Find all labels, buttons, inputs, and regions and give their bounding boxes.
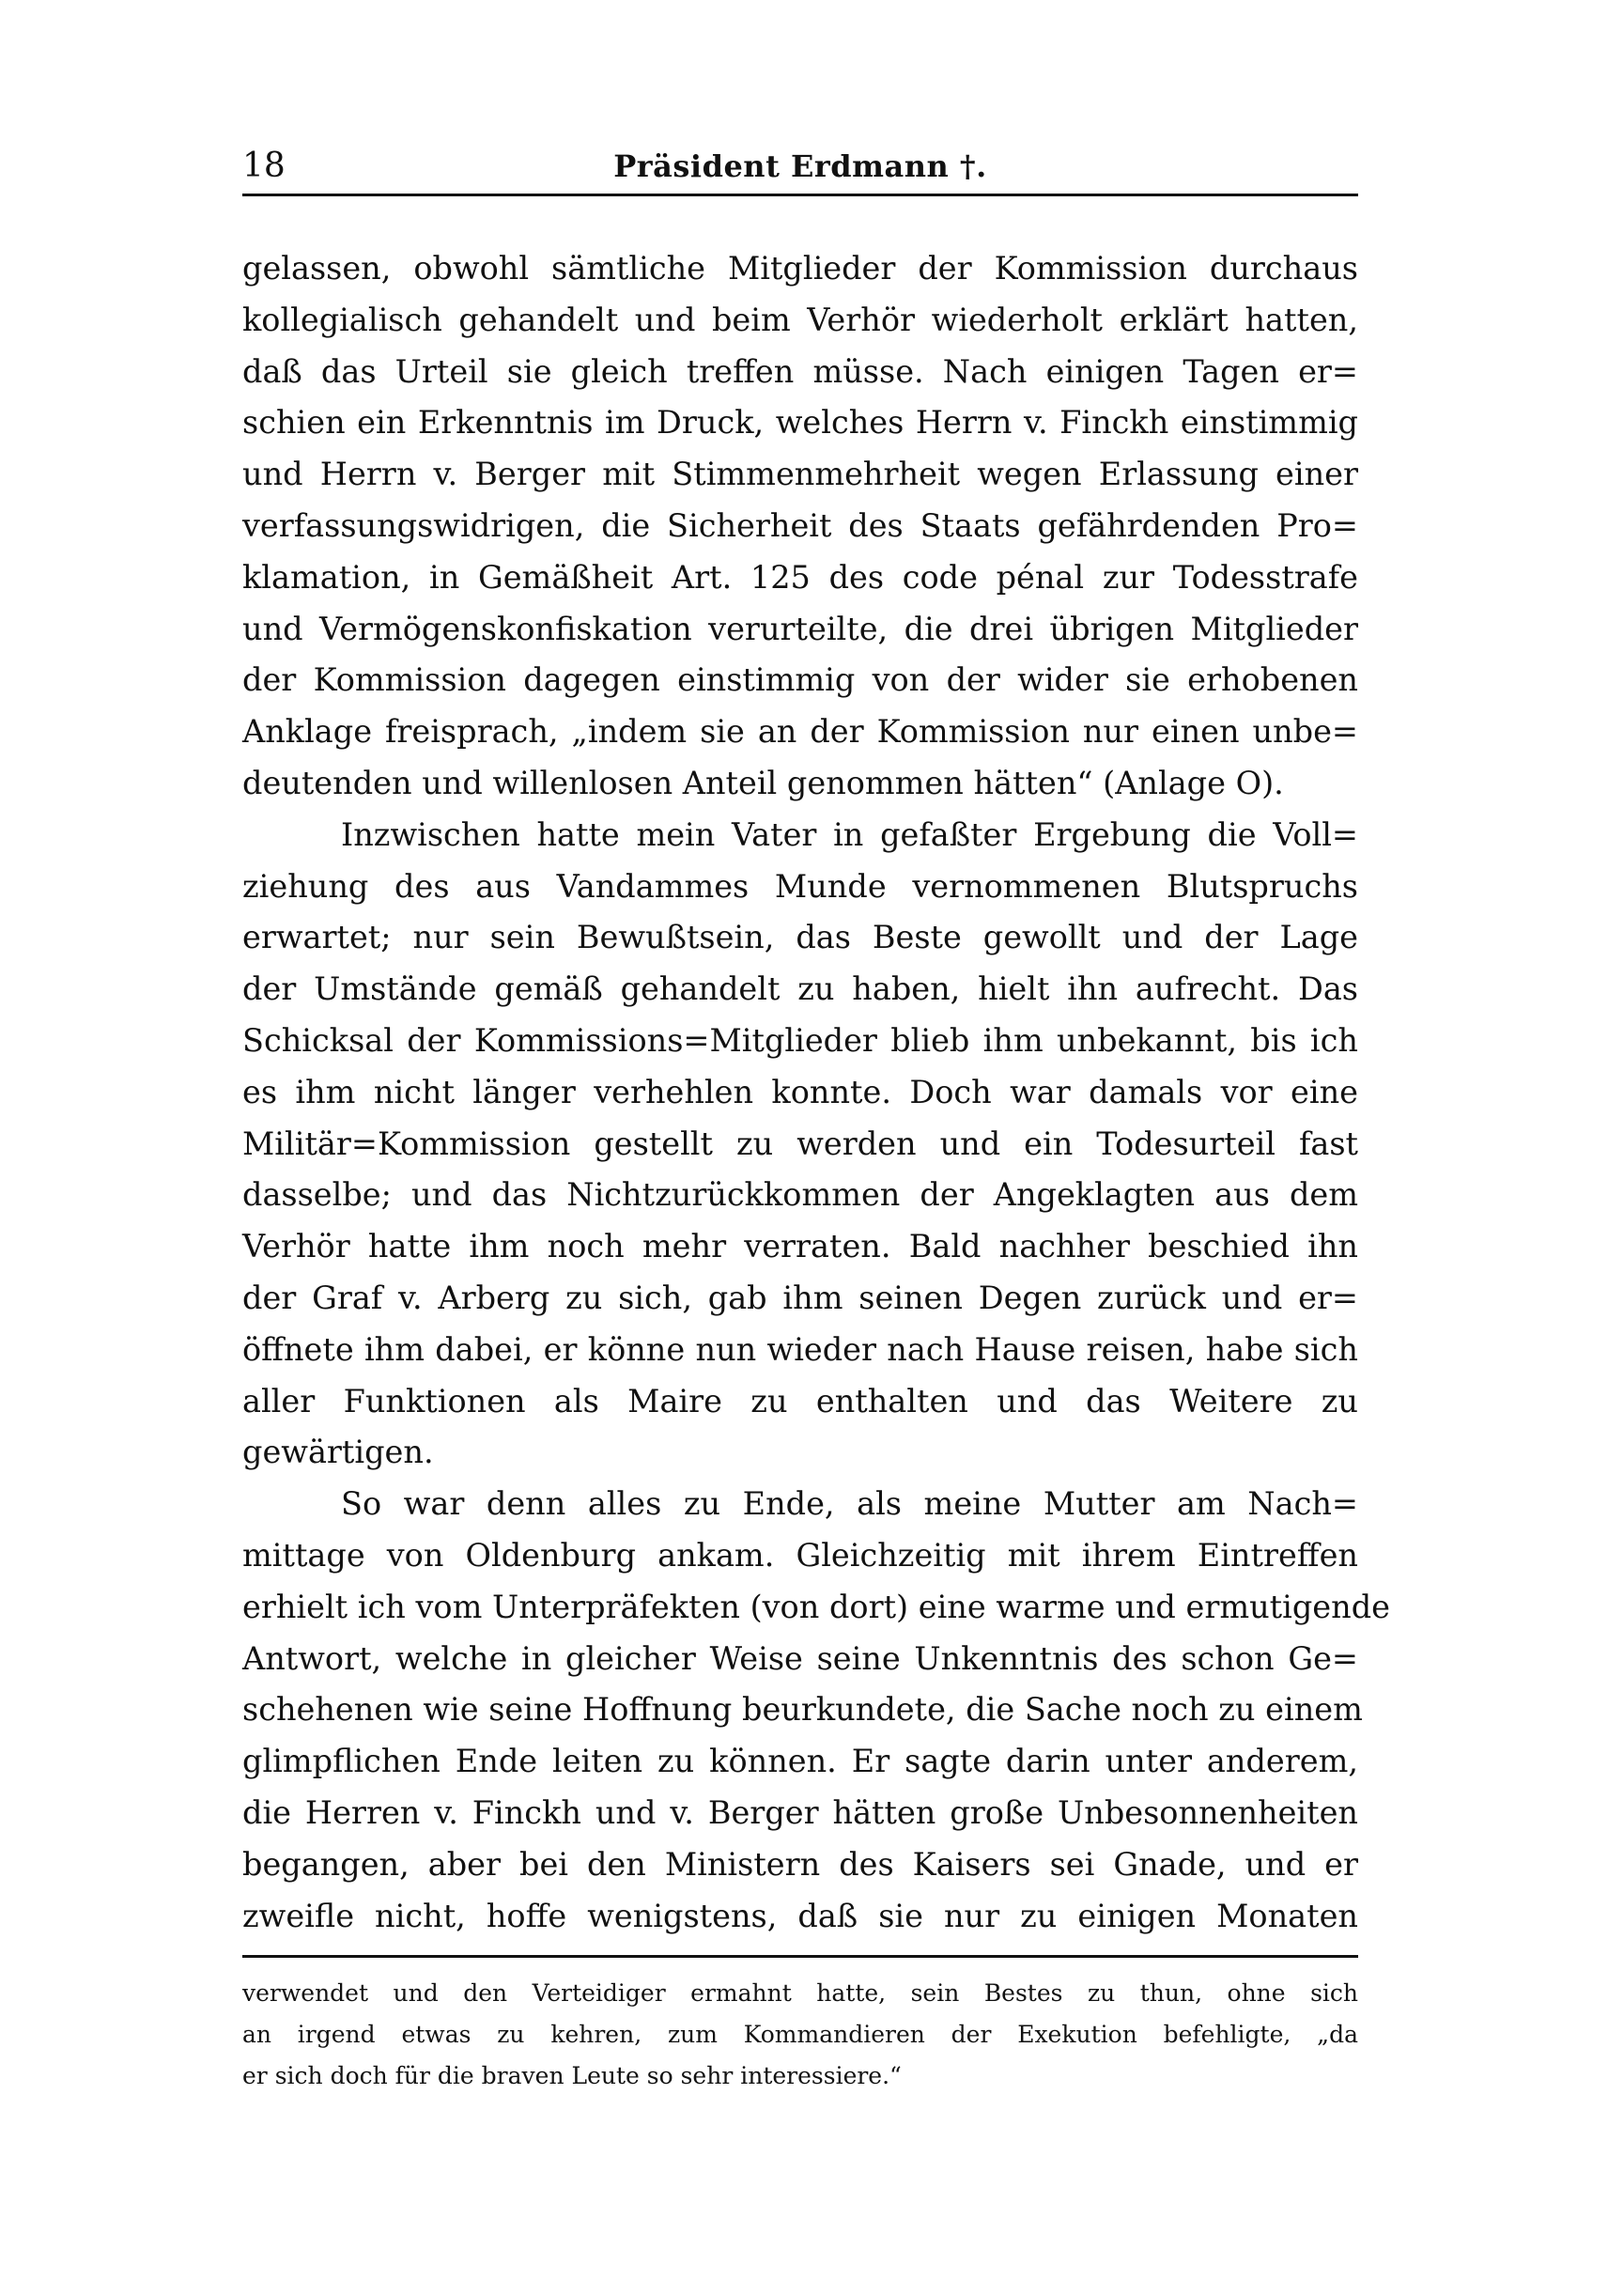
footnote bbox=[242, 1973, 1358, 2097]
text-line: So war denn alles zu Ende, als meine Mutter am Nach= bbox=[341, 1485, 1358, 1523]
footnote-line: verwendet und den Verteidiger ermahnt hatte, sein Bestes zu thun, ohne sich bbox=[242, 1979, 1358, 2008]
footnote-divider bbox=[242, 1955, 1358, 1958]
text-line: klamation, in Gemäßheit Art. 125 des code pénal zur Todesstrafe bbox=[242, 558, 1358, 596]
text-line: Anklage freisprach, „indem sie an der Kommission nur einen unbe= bbox=[242, 713, 1358, 751]
text-line: ziehung des aus Vandammes Munde vernommenen Blutspruchs bbox=[242, 867, 1358, 905]
text-line: es ihm nicht länger verhehlen konnte. Doch war damals vor eine bbox=[242, 1073, 1358, 1110]
text-line: kollegialisch gehandelt und beim Verhör wiederholt erklärt hatten, bbox=[242, 301, 1358, 338]
footnote-line: er sich doch für die braven Leute so sehr interessiere.“ bbox=[242, 2062, 902, 2090]
book-page bbox=[242, 141, 1390, 2097]
text-line: öffnete ihm dabei, er könne nun wieder nach Hause reisen, habe sich bbox=[242, 1330, 1358, 1368]
text-line: mittage von Oldenburg ankam. Gleichzeitig mit ihrem Eintreffen bbox=[242, 1536, 1358, 1574]
text-line: Militär=Kommission gestellt zu werden und ein Todesurteil fast bbox=[242, 1125, 1358, 1162]
text-line: begangen, aber bei den Ministern des Kaisers sei Gnade, und er bbox=[242, 1845, 1358, 1883]
page-header bbox=[242, 141, 1358, 196]
text-line: gewärtigen. bbox=[242, 1434, 434, 1471]
footnote-line: an irgend etwas zu kehren, zum Kommandieren der Exekution befehligte, „da bbox=[242, 2021, 1358, 2049]
text-line: daß das Urteil sie gleich treffen müsse. Nach einigen Tagen er= bbox=[242, 352, 1358, 390]
text-line: und Herrn v. Berger mit Stimmenmehrheit wegen Erlassung einer bbox=[242, 456, 1358, 493]
text-line: die Herren v. Finckh und v. Berger hätten große Unbesonnenheiten bbox=[242, 1793, 1358, 1831]
text-line: erhielt ich vom Unterpräfekten (von dort) eine warme und ermutigende bbox=[242, 1588, 1390, 1625]
main-text bbox=[242, 243, 1390, 1942]
text-line: Verhör hatte ihm noch mehr verraten. Bald nachher beschied ihn bbox=[242, 1228, 1358, 1265]
text-line: der Kommission dagegen einstimmig von der wider sie erhobenen bbox=[242, 661, 1358, 699]
text-line: glimpflichen Ende leiten zu können. Er sagte darin unter anderem, bbox=[242, 1743, 1358, 1780]
text-line: zweifle nicht, hoffe wenigstens, daß sie nur zu einigen Monaten bbox=[242, 1897, 1358, 1934]
text-line: und Vermögenskonfiskation verurteilte, die drei übrigen Mitglieder bbox=[242, 610, 1358, 647]
text-line: Antwort, welche in gleicher Weise seine Unkenntnis des schon Ge= bbox=[242, 1639, 1358, 1677]
text-line: verfassungswidrigen, die Sicherheit des Staats gefährdenden Pro= bbox=[242, 506, 1358, 544]
text-line: der Umstände gemäß gehandelt zu haben, hielt ihn aufrecht. Das bbox=[242, 970, 1358, 1008]
text-line: Inzwischen hatte mein Vater in gefaßter Ergebung die Voll= bbox=[341, 815, 1358, 853]
text-line: gelassen, obwohl sämtliche Mitglieder der Kommission durchaus bbox=[242, 250, 1358, 287]
text-line: schien ein Erkenntnis im Druck, welches Herrn v. Finckh einstimmig bbox=[242, 404, 1358, 442]
paragraph-1 bbox=[242, 243, 1358, 810]
text-line: aller Funktionen als Maire zu enthalten und das Weitere zu bbox=[242, 1382, 1358, 1419]
text-line: dasselbe; und das Nichtzurückkommen der Angeklagten aus dem bbox=[242, 1176, 1358, 1214]
page-number: 18 bbox=[242, 147, 286, 185]
paragraph-3 bbox=[242, 1479, 1390, 1942]
text-line: deutenden und willenlosen Anteil genommen hätten“ (Anlage O). bbox=[242, 764, 1284, 801]
text-line: Schicksal der Kommissions=Mitglieder blieb ihm unbekannt, bis ich bbox=[242, 1021, 1358, 1059]
running-title: Präsident Erdmann †. bbox=[613, 148, 987, 184]
text-line: schehenen wie seine Hoffnung beurkundete, die Sache noch zu einem bbox=[242, 1691, 1363, 1729]
paragraph-2 bbox=[242, 810, 1358, 1479]
text-line: der Graf v. Arberg zu sich, gab ihm seinen Degen zurück und er= bbox=[242, 1279, 1358, 1316]
text-line: erwartet; nur sein Bewußtsein, das Beste gewollt und der Lage bbox=[242, 919, 1358, 956]
